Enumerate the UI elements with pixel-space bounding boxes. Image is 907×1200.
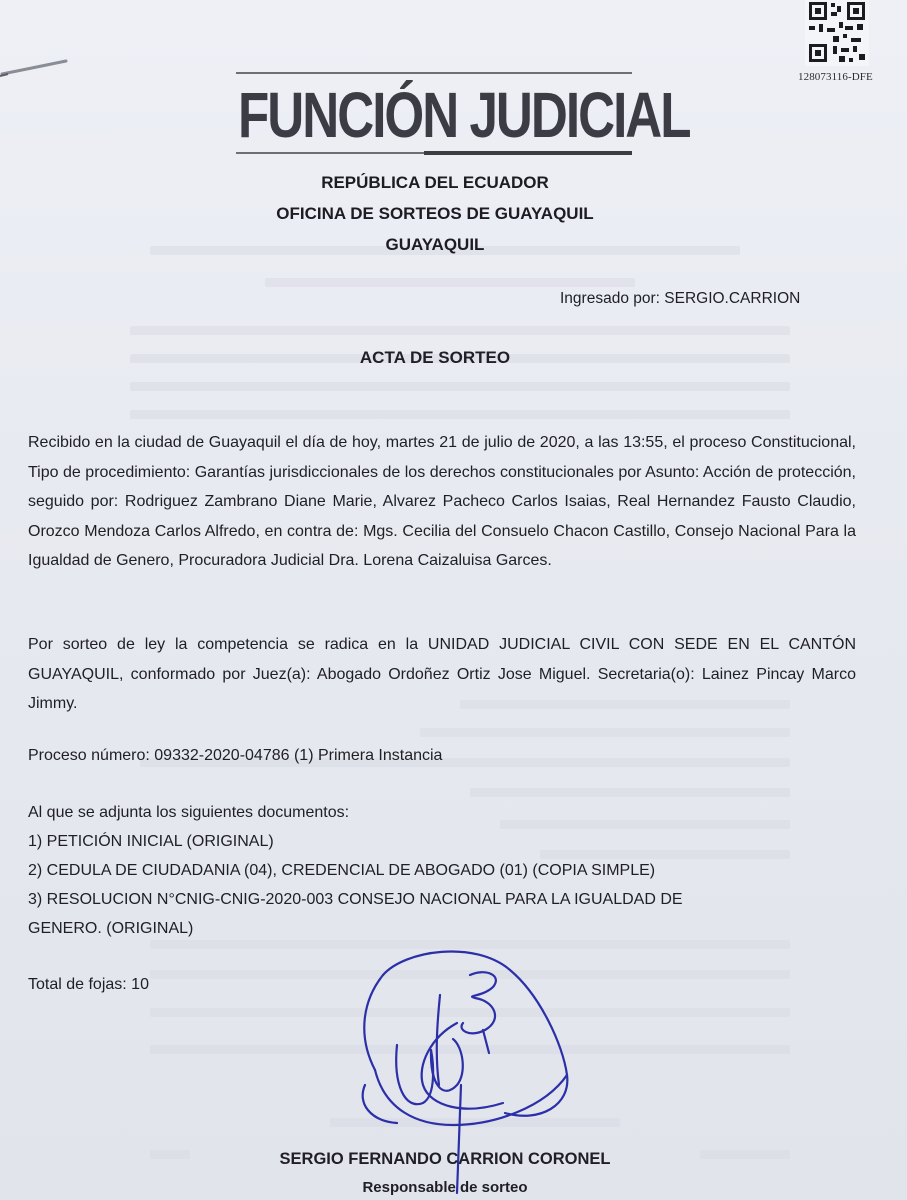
function-judicial-logo	[236, 70, 690, 160]
signatory-name: SERGIO FERNANDO CARRION CORONEL	[279, 1150, 611, 1168]
bleed-through	[420, 728, 790, 737]
signatory-role: Responsable de sorteo	[362, 1179, 528, 1196]
bleed-through	[265, 278, 635, 287]
bleed-through	[130, 382, 790, 391]
paragraph-received: Recibido en la ciudad de Guayaquil el día de hoy, martes 21 de julio de 2020, a las 13:55, el proceso Constitucional, Tipo de procedimiento: Garantías jurisdiccionales de los derechos constitucionales por Asunto: Acción de protección, seguido por: Rodriguez Zambrano Diane Marie, Alvarez Pacheco Carlos Isaias, Real Hernandez Fausto Claudio, Orozco Mendoza Carlos Alfredo, en contra de: Mgs. Cecilia del Consuelo Chacon Castillo, Consejo Nacional Para la Igualdad de Genero, Procuradora Judicial Dra. Lorena Caizaluisa Garces.	[28, 434, 856, 569]
entered-by: Ingresado por: SERGIO.CARRION	[560, 290, 801, 307]
bleed-through	[130, 410, 790, 419]
process-number: Proceso número: 09332-2020-04786 (1) Primera Instancia	[28, 747, 443, 764]
attachment-item: GENERO. (ORIGINAL)	[28, 920, 194, 937]
staple-icon	[0, 58, 72, 82]
paragraph-competence: Por sorteo de ley la competencia se radica en la UNIDAD JUDICIAL CIVIL CON SEDE EN EL CANTÓN GUAYAQUIL, conformado por Juez(a): Abogado Ordoñez Ortiz Jose Miguel. Secretaria(o): Lainez Pincay Marco Jimmy.	[28, 636, 856, 712]
bleed-through	[700, 1150, 790, 1159]
document-title: ACTA DE SORTEO	[359, 348, 511, 367]
total-pages: Total de fojas: 10	[28, 976, 149, 993]
qr-code-icon	[805, 0, 869, 66]
header-city: GUAYAQUIL	[385, 235, 485, 254]
logo-text: FUNCIÓN JUDICIAL	[238, 79, 690, 151]
logo-rule-top	[236, 72, 632, 74]
bleed-through	[540, 850, 790, 859]
qr-code-id: 128073116-DFE	[798, 71, 873, 83]
attachments-intro: Al que se adjunta los siguientes documentos:	[28, 804, 350, 821]
bleed-through	[470, 788, 790, 797]
bleed-through	[130, 326, 790, 335]
bleed-through	[500, 820, 790, 829]
header-country: REPÚBLICA DEL ECUADOR	[321, 173, 549, 192]
bleed-through	[150, 1150, 190, 1159]
attachment-item: 2) CEDULA DE CIUDADANIA (04), CREDENCIAL DE ABOGADO (01) (COPIA SIMPLE)	[28, 862, 656, 879]
logo-rule-bottom-bold	[424, 151, 632, 155]
header-office: OFICINA DE SORTEOS DE GUAYAQUIL	[276, 204, 594, 223]
logo-rule-bottom	[236, 152, 424, 154]
attachment-item: 3) RESOLUCION N°CNIG-CNIG-2020-003 CONSEJO NACIONAL PARA LA IGUALDAD DE	[28, 891, 683, 908]
attachment-item: 1) PETICIÓN INICIAL (ORIGINAL)	[28, 833, 274, 850]
